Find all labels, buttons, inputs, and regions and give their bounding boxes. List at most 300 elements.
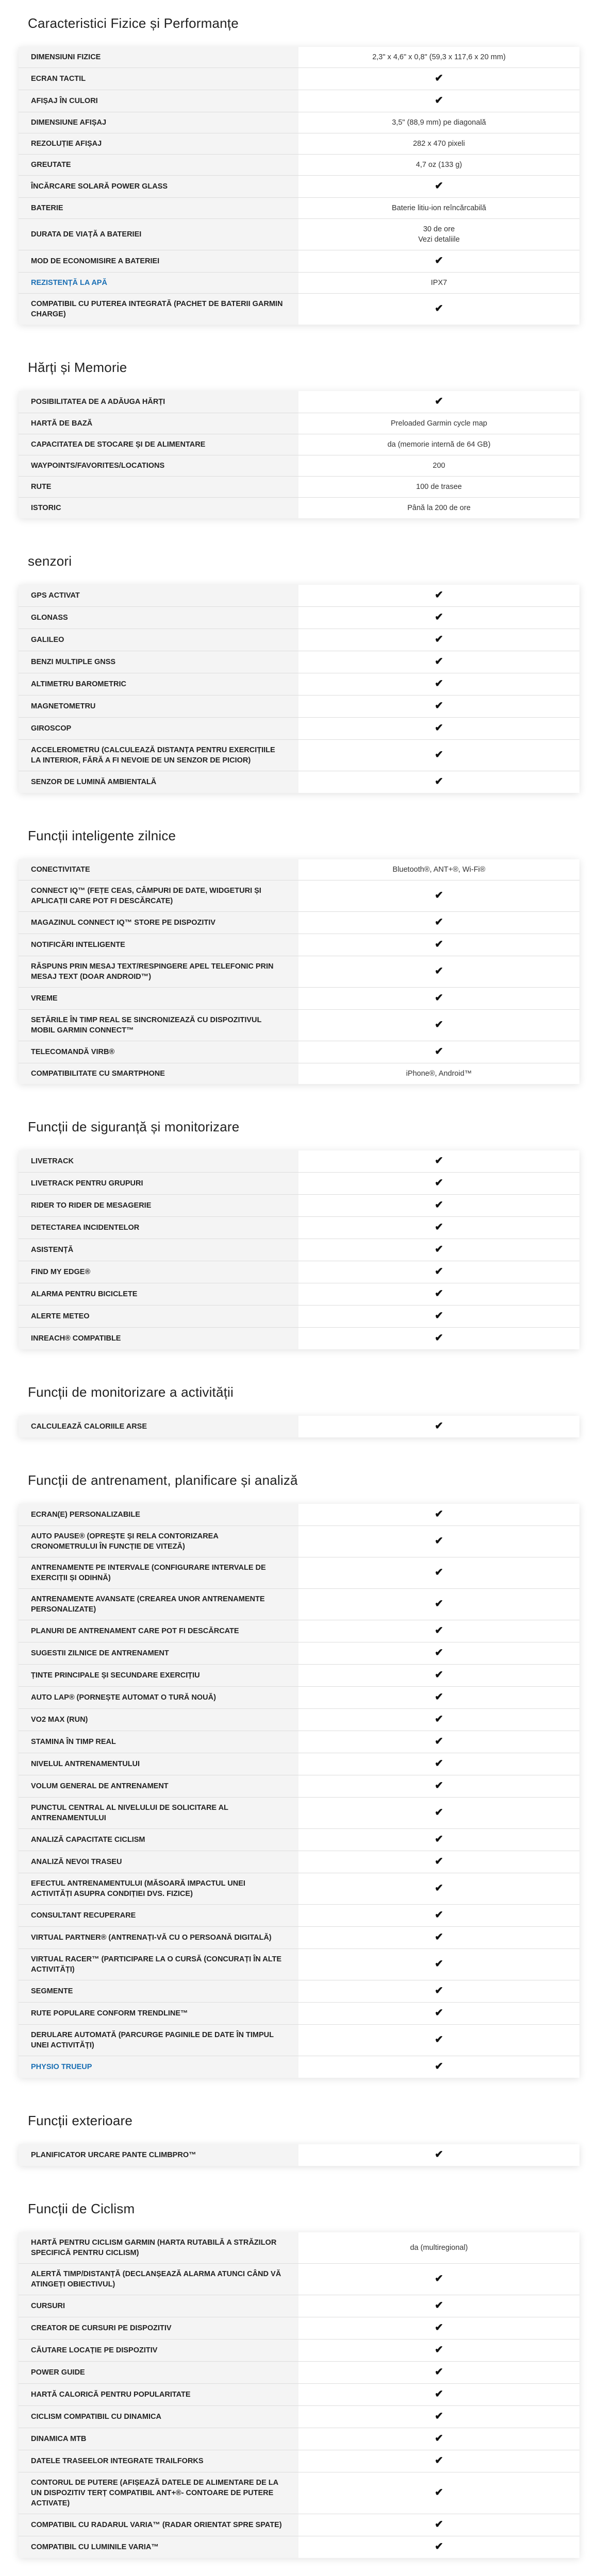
spec-label: REZOLUȚIE AFIȘAJ [19,133,298,155]
table-row [19,112,579,133]
spec-table-grid [19,391,579,518]
spec-label: DATELE TRASEELOR INTEGRATE TRAILFORKS [19,2450,298,2472]
spec-table-grid [19,859,579,1084]
spec-value [298,1504,579,1526]
spec-value: iPhone®, Android™ [298,1063,579,1084]
spec-value [298,740,579,771]
spec-label: CONSULTANT RECUPERARE [19,1905,298,1927]
spec-label: GREUTATE [19,155,298,176]
spec-value: Preloaded Garmin cycle map [298,413,579,434]
spec-value [298,1010,579,1041]
spec-label: COMPATIBILITATE CU SMARTPHONE [19,1063,298,1084]
section-title: Funcții de monitorizare a activității [28,1384,234,1400]
spec-label: SENZOR DE LUMINĂ AMBIENTALĂ [19,771,298,793]
table-row [19,2406,579,2428]
spec-value: da (multiregional) [298,2232,579,2264]
spec-value: 4,7 oz (133 g) [298,155,579,176]
spec-label: CONNECT IQ™ (FEȚE CEAS, CÂMPURI DE DATE, WIDGETURI ȘI APLICAȚII CARE POT FI DESCĂRCATE) [19,880,298,912]
checkmark-icon: ✔ [435,992,443,1004]
spec-value [298,1731,579,1753]
spec-label: MAGAZINUL CONNECT IQ™ STORE PE DISPOZITIV [19,912,298,934]
spec-value [298,607,579,629]
table-row [19,740,579,771]
table-row [19,859,579,880]
table-row [19,956,579,988]
spec-value [298,2514,579,2536]
table-row [19,1851,579,1873]
table-row [19,607,579,629]
spec-section-harti-si-memorie [15,355,583,518]
checkmark-icon: ✔ [435,1155,443,1166]
spec-value [298,250,579,273]
checkmark-icon: ✔ [435,2366,443,2378]
spec-value: 282 x 470 pixeli [298,133,579,155]
spec-label: RUTE POPULARE CONFORM TRENDLINE™ [19,2003,298,2025]
spec-label: ACCELEROMETRU (CALCULEAZĂ DISTANȚA PENTRU EXERCIȚIILE LA INTERIOR, FĂRĂ A FI NEVOIE DE UN SENZOR DE PICIOR) [19,740,298,771]
table-row [19,696,579,718]
spec-label: VOLUM GENERAL DE ANTRENAMENT [19,1775,298,1798]
table-row [19,1306,579,1328]
spec-label: MOD DE ECONOMISIRE A BATERIEI [19,250,298,273]
spec-value [298,1798,579,1829]
spec-label: CAPACITATEA DE STOCARE ȘI DE ALIMENTARE [19,434,298,455]
checkmark-icon: ✔ [435,2388,443,2400]
spec-table [19,1504,579,2078]
checkmark-icon: ✔ [435,1985,443,1996]
table-row [19,498,579,519]
spec-value: 200 [298,455,579,477]
spec-value [298,2025,579,2056]
spec-section-functii-de-ciclism [15,2197,583,2558]
spec-label: ECRAN TACTIL [19,68,298,90]
table-row [19,2264,579,2295]
table-row [19,1731,579,1753]
checkmark-icon: ✔ [435,1669,443,1681]
spec-value [298,1283,579,1306]
spec-label: BATERIE [19,198,298,219]
spec-label: PUNCTUL CENTRAL AL NIVELULUI DE SOLICITARE AL ANTRENAMENTULUI [19,1798,298,1829]
spec-label: DIMENSIUNI FIZICE [19,47,298,68]
spec-value [298,1195,579,1217]
checkmark-icon: ✔ [435,1625,443,1636]
spec-table-grid [19,1150,579,1349]
spec-value [298,1557,579,1589]
table-row [19,1905,579,1927]
checkmark-icon: ✔ [435,1758,443,1769]
checkmark-icon: ✔ [435,1199,443,1211]
spec-value [298,1306,579,1328]
spec-section-caracteristici-fizice-si-performante [15,11,583,325]
spec-section-senzori [15,549,583,793]
spec-label: FIND MY EDGE® [19,1261,298,1283]
spec-value [298,2264,579,2295]
table-row [19,176,579,198]
spec-value [298,1687,579,1709]
table-row [19,1949,579,1980]
table-row [19,651,579,673]
spec-label-link[interactable]: PHYSIO TRUEUP [19,2056,298,2078]
spec-value [298,2450,579,2472]
spec-label: ALTIMETRU BAROMETRIC [19,673,298,696]
checkmark-icon: ✔ [435,2487,443,2498]
spec-value: 2,3" x 4,6" x 0,8" (59,3 x 117,6 x 20 mm) [298,47,579,68]
table-row [19,1798,579,1829]
spec-label: GPS ACTIVAT [19,585,298,607]
spec-value [298,219,579,250]
checkmark-icon: ✔ [435,1780,443,1791]
spec-label: DERULARE AUTOMATĂ (PARCURGE PAGINILE DE DATE ÎN TIMPUL UNEI ACTIVITĂȚI) [19,2025,298,2056]
spec-section-functii-de-monitorizare-a-activitatii [15,1380,583,1437]
table-row [19,1775,579,1798]
section-title: Caracteristici Fizice și Performanțe [28,15,239,31]
table-row [19,1980,579,2003]
table-row [19,2340,579,2362]
spec-label: GLONASS [19,607,298,629]
spec-value [298,771,579,793]
spec-value [298,2428,579,2450]
table-row [19,2536,579,2558]
checkmark-icon: ✔ [435,589,443,601]
spec-label: SEGMENTE [19,1980,298,2003]
spec-value [298,2003,579,2025]
checkmark-icon: ✔ [435,612,443,623]
spec-value [298,2536,579,2558]
checkmark-icon: ✔ [435,700,443,711]
checkmark-icon: ✔ [435,890,443,901]
table-row [19,1620,579,1642]
spec-label: NIVELUL ANTRENAMENTULUI [19,1753,298,1775]
checkmark-icon: ✔ [435,1931,443,1943]
checkmark-icon: ✔ [435,722,443,734]
spec-section-functii-de-siguranta-si-monitorizare [15,1115,583,1349]
spec-label: VIRTUAL PARTNER® (ANTRENAȚI-VĂ CU O PERSOANĂ DIGITALĂ) [19,1927,298,1949]
spec-label: ANALIZĂ CAPACITATE CICLISM [19,1829,298,1851]
checkmark-icon: ✔ [435,2519,443,2530]
spec-value [298,1775,579,1798]
table-row [19,1829,579,1851]
spec-label: NOTIFICĂRI INTELIGENTE [19,934,298,956]
table-row [19,988,579,1010]
spec-value [298,718,579,740]
spec-table [19,585,579,793]
spec-label: AFIȘAJ ÎN CULORI [19,90,298,112]
spec-value [298,1851,579,1873]
checkmark-icon: ✔ [435,73,443,84]
table-row [19,391,579,413]
spec-label: CALCULEAZĂ CALORIILE ARSE [19,1416,298,1437]
spec-table [19,2232,579,2558]
spec-label: ALARMA PENTRU BICICLETE [19,1283,298,1306]
spec-label: GALILEO [19,629,298,651]
table-row [19,477,579,498]
spec-label: ASISTENȚĂ [19,1239,298,1261]
spec-label: ALERTĂ TIMP/DISTANȚĂ (DECLANȘEAZĂ ALARMA ATUNCI CÂND VĂ ATINGEȚI OBIECTIVUL) [19,2264,298,2295]
spec-label: LIVETRACK PENTRU GRUPURI [19,1173,298,1195]
table-row [19,771,579,793]
table-row [19,1261,579,1283]
spec-value [298,696,579,718]
checkmark-icon: ✔ [435,2455,443,2466]
spec-table-grid [19,2144,579,2166]
spec-value: Baterie litiu-ion reîncărcabilă [298,198,579,219]
spec-label: AUTO PAUSE® (OPREȘTE ȘI RELA CONTORIZAREA CRONOMETRULUI ÎN FUNCȚIE DE VITEZĂ) [19,1526,298,1557]
table-row [19,2295,579,2317]
spec-value [298,1416,579,1437]
checkmark-icon: ✔ [435,1509,443,1520]
table-row [19,1195,579,1217]
checkmark-icon: ✔ [435,1714,443,1725]
table-row [19,2428,579,2450]
spec-value [298,2406,579,2428]
section-title: Funcții de antrenament, planificare și analiză [28,1472,298,1488]
spec-label: LIVETRACK [19,1150,298,1173]
spec-label: PLANIFICATOR URCARE PANTE CLIMBPRO™ [19,2144,298,2166]
spec-label: VIRTUAL RACER™ (PARTICIPARE LA O CURSĂ (CONCURAȚI ÎN ALTE ACTIVITĂȚI) [19,1949,298,1980]
table-row [19,47,579,68]
spec-label: COMPATIBIL CU RADARUL VARIA™ (RADAR ORIENTAT SPRE SPATE) [19,2514,298,2536]
checkmark-icon: ✔ [435,2411,443,2422]
checkmark-icon: ✔ [435,255,443,266]
table-row [19,1589,579,1620]
table-row [19,1041,579,1063]
spec-label-link[interactable]: REZISTENȚĂ LA APĂ [19,273,298,294]
checkmark-icon: ✔ [435,776,443,787]
table-row [19,1526,579,1557]
table-row [19,2514,579,2536]
spec-value [298,2472,579,2514]
spec-label: BENZI MULTIPLE GNSS [19,651,298,673]
checkmark-icon: ✔ [435,95,443,106]
table-row [19,413,579,434]
spec-label: ȚINTE PRINCIPALE ȘI SECUNDARE EXERCIȚIU [19,1665,298,1687]
spec-label: DURATA DE VIAȚĂ A BATERIEI [19,219,298,250]
spec-value [298,2056,579,2078]
spec-label: COMPATIBIL CU LUMINILE VARIA™ [19,2536,298,2558]
spec-label: SETĂRILE ÎN TIMP REAL SE SINCRONIZEAZĂ CU DISPOZITIVUL MOBIL GARMIN CONNECT™ [19,1010,298,1041]
spec-value [298,90,579,112]
spec-value [298,2295,579,2317]
spec-label: POWER GUIDE [19,2362,298,2384]
spec-label: VO2 MAX (RUN) [19,1709,298,1731]
spec-label: TELECOMANDĂ VIRB® [19,1041,298,1063]
spec-table [19,1416,579,1437]
table-row [19,2450,579,2472]
checkmark-icon: ✔ [435,1958,443,1970]
checkmark-icon: ✔ [435,2007,443,2019]
table-row [19,880,579,912]
spec-value [298,391,579,413]
checkmark-icon: ✔ [435,2541,443,2552]
spec-value [298,1927,579,1949]
spec-value [298,585,579,607]
spec-value [298,2340,579,2362]
spec-label: RĂSPUNS PRIN MESAJ TEXT/RESPINGERE APEL TELEFONIC PRIN MESAJ TEXT (DOAR ANDROID™) [19,956,298,988]
table-row [19,198,579,219]
spec-label: CREATOR DE CURSURI PE DISPOZITIV [19,2317,298,2340]
checkmark-icon: ✔ [435,1598,443,1609]
spec-label: CONECTIVITATE [19,859,298,880]
spec-value [298,1620,579,1642]
checkmark-icon: ✔ [435,1647,443,1658]
spec-label: MAGNETOMETRU [19,696,298,718]
table-row [19,219,579,250]
spec-value [298,1873,579,1905]
table-row [19,1753,579,1775]
checkmark-icon: ✔ [435,917,443,928]
checkmark-icon: ✔ [435,965,443,977]
checkmark-icon: ✔ [435,1046,443,1057]
spec-label: ANTRENAMENTE PE INTERVALE (CONFIGURARE INTERVALE DE EXERCIȚII ȘI ODIHNĂ) [19,1557,298,1589]
spec-label: CURSURI [19,2295,298,2317]
checkmark-icon: ✔ [435,634,443,645]
spec-value [298,1589,579,1620]
spec-value [298,1829,579,1851]
spec-label: DETECTAREA INCIDENTELOR [19,1217,298,1239]
spec-label: ALERTE METEO [19,1306,298,1328]
table-row [19,90,579,112]
checkmark-icon: ✔ [435,1310,443,1321]
spec-label: COMPATIBIL CU PUTEREA INTEGRATĂ (PACHET DE BATERII GARMIN CHARGE) [19,294,298,325]
table-row [19,294,579,325]
section-title: Hărți și Memorie [28,360,127,375]
table-row [19,250,579,273]
spec-table-grid [19,47,579,325]
spec-label: HARTĂ CALORICĂ PENTRU POPULARITATE [19,2384,298,2406]
table-row [19,455,579,477]
table-row [19,2144,579,2166]
table-row [19,1150,579,1173]
spec-value [298,880,579,912]
table-row [19,934,579,956]
spec-label: RIDER TO RIDER DE MESAGERIE [19,1195,298,1217]
spec-value [298,651,579,673]
spec-section-functii-exterioare [15,2109,583,2166]
table-row [19,2384,579,2406]
spec-label: POSIBILITATEA DE A ADĂUGA HĂRȚI [19,391,298,413]
spec-table [19,2144,579,2166]
section-title: senzori [28,553,72,569]
spec-table [19,859,579,1084]
table-row [19,1283,579,1306]
spec-value [298,1041,579,1063]
table-row [19,1239,579,1261]
checkmark-icon: ✔ [435,1266,443,1277]
checkmark-icon: ✔ [435,1856,443,1867]
checkmark-icon: ✔ [435,2322,443,2333]
spec-value: da (memorie internă de 64 GB) [298,434,579,455]
spec-label: ISTORIC [19,498,298,519]
spec-value [298,2144,579,2166]
table-row [19,434,579,455]
table-row [19,2003,579,2025]
spec-value [298,1905,579,1927]
checkmark-icon: ✔ [435,1736,443,1747]
spec-value [298,912,579,934]
spec-value [298,1150,579,1173]
spec-value: Bluetooth®, ANT+®, Wi-Fi® [298,859,579,880]
checkmark-icon: ✔ [435,396,443,407]
spec-value [298,629,579,651]
table-row [19,673,579,696]
table-row [19,155,579,176]
spec-value: IPX7 [298,273,579,294]
spec-label: DINAMICA MTB [19,2428,298,2450]
spec-value: Până la 200 de ore [298,498,579,519]
spec-table-grid [19,1504,579,2078]
spec-label: CICLISM COMPATIBIL CU DINAMICA [19,2406,298,2428]
checkmark-icon: ✔ [435,656,443,667]
checkmark-icon: ✔ [435,1883,443,1894]
table-row [19,1173,579,1195]
spec-table [19,391,579,518]
table-row [19,2232,579,2264]
spec-value [298,1642,579,1665]
table-row [19,1873,579,1905]
spec-value-text: 30 de ore Vezi detaliile [418,225,460,244]
spec-value [298,1980,579,2003]
section-title: Funcții de siguranță și monitorizare [28,1119,240,1134]
table-row [19,1665,579,1687]
spec-value [298,1753,579,1775]
spec-value [298,2362,579,2384]
table-row [19,1328,579,1350]
spec-label: DIMENSIUNE AFIȘAJ [19,112,298,133]
checkmark-icon: ✔ [435,1222,443,1233]
checkmark-icon: ✔ [435,939,443,950]
checkmark-icon: ✔ [435,1177,443,1189]
checkmark-icon: ✔ [435,303,443,314]
spec-value [298,934,579,956]
table-row [19,1687,579,1709]
table-row [19,2317,579,2340]
spec-label: GIROSCOP [19,718,298,740]
spec-value [298,1526,579,1557]
checkmark-icon: ✔ [435,2300,443,2311]
checkmark-icon: ✔ [435,1420,443,1432]
table-row [19,273,579,294]
spec-label: STAMINA ÎN TIMP REAL [19,1731,298,1753]
checkmark-icon: ✔ [435,749,443,760]
checkmark-icon: ✔ [435,1691,443,1703]
spec-label: CONTORUL DE PUTERE (AFIȘEAZĂ DATELE DE ALIMENTARE DE LA UN DISPOZITIV TERȚ COMPATIBIL ANT+®- CONTOARE DE PUTERE ACTIVATE) [19,2472,298,2514]
checkmark-icon: ✔ [435,1332,443,1344]
spec-value [298,1239,579,1261]
spec-label: EFECTUL ANTRENAMENTULUI (MĂSOARĂ IMPACTUL UNEI ACTIVITĂȚI ASUPRA CONDIȚIEI DVS. FIZICE) [19,1873,298,1905]
section-title: Funcții exterioare [28,2113,133,2128]
spec-value: 100 de trasee [298,477,579,498]
table-row [19,2025,579,2056]
table-row [19,2056,579,2078]
spec-label: ÎNCĂRCARE SOLARĂ POWER GLASS [19,176,298,198]
spec-value [298,176,579,198]
spec-value [298,673,579,696]
checkmark-icon: ✔ [435,2433,443,2444]
spec-label: ANTRENAMENTE AVANSATE (CREAREA UNOR ANTRENAMENTE PERSONALIZATE) [19,1589,298,1620]
checkmark-icon: ✔ [435,1807,443,1818]
spec-label: HARTĂ DE BAZĂ [19,413,298,434]
spec-label: VREME [19,988,298,1010]
table-row [19,1557,579,1589]
table-row [19,1642,579,1665]
spec-table [19,1150,579,1349]
checkmark-icon: ✔ [435,180,443,192]
checkmark-icon: ✔ [435,2061,443,2072]
checkmark-icon: ✔ [435,2344,443,2355]
spec-table [19,47,579,325]
spec-section-functii-de-antrenament-planificare-si-an [15,1468,583,2078]
table-row [19,1709,579,1731]
checkmark-icon: ✔ [435,1834,443,1845]
